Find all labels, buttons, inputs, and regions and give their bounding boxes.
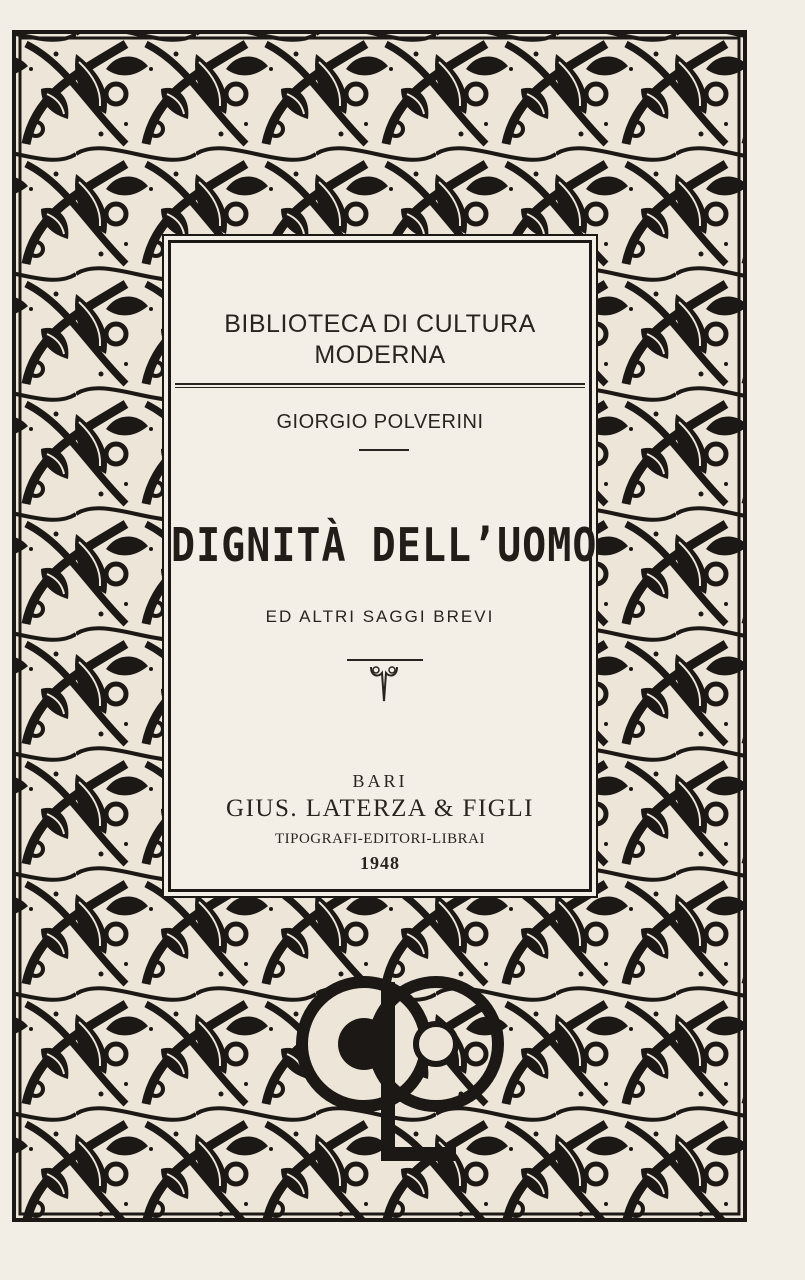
divider — [175, 387, 585, 388]
divider — [175, 383, 585, 385]
series-title-line-2: MODERNA — [314, 341, 446, 369]
publisher-place: BARI — [352, 771, 408, 791]
divider — [359, 449, 409, 451]
title-panel — [168, 240, 598, 892]
fleuron-icon — [367, 663, 401, 703]
divider — [347, 659, 423, 661]
series-title-line-1: BIBLIOTECA DI CULTURA — [224, 310, 536, 338]
publisher-name: GIUS. LATERZA & FIGLI — [226, 795, 534, 822]
series-title — [171, 309, 589, 371]
publication-year: 1948 — [360, 853, 400, 873]
publisher-trades: TIPOGRAFI-EDITORI-LIBRAI — [274, 831, 486, 847]
book-title: DIGNITÀ DELL’UOMO — [171, 519, 598, 573]
author-name: GIORGIO POLVERINI — [276, 411, 484, 433]
book-subtitle: ED ALTRI SAGGI BREVI — [265, 607, 495, 626]
